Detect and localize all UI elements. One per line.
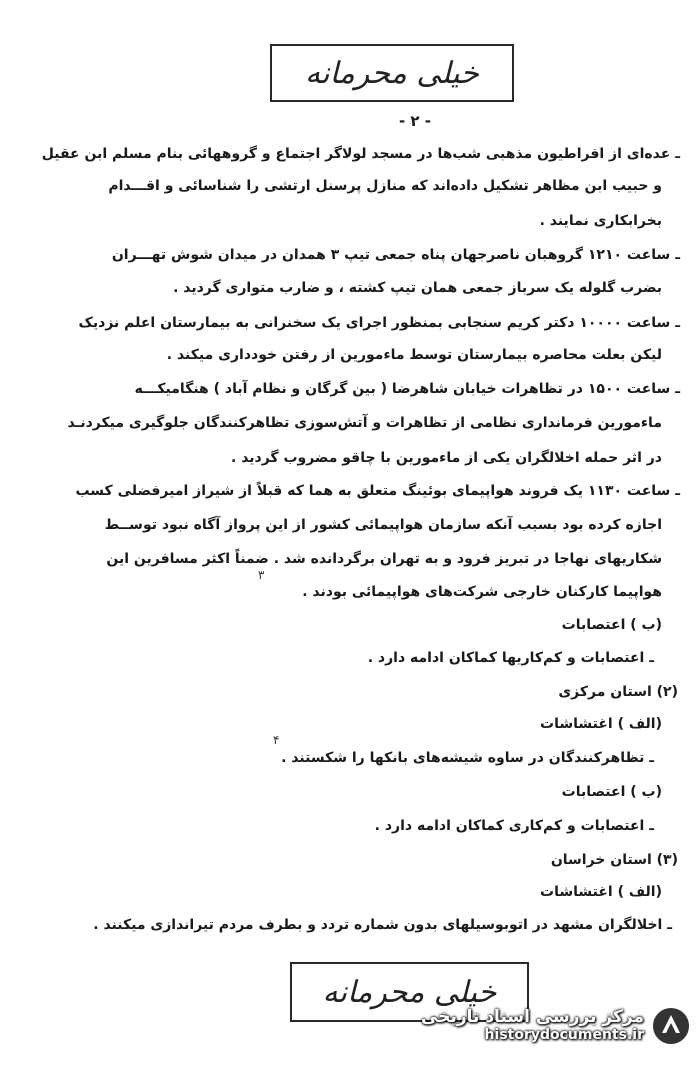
text-line-13: شکاریهای نهاجا در تبریز فرود و به تهران برگردانده شد . ضمناً اکثر مسافرین این (106, 551, 662, 567)
text-line-14: هواپیما کارکنان خارجی شرکت‌های هواپیمائی بودند . (302, 584, 662, 600)
text-line-7: لیکن بعلت محاصره بیمارستان توسط ماءمورین از رفتن خودداری میکند . (166, 347, 662, 363)
confidential-stamp-bottom: خیلی محرمانه (290, 962, 529, 1022)
text-line-2: و حبیب ابن مظاهر تشکیل داده‌اند که منازل پرسنل ارتشی را شناسائی و اقـــدام (108, 178, 662, 194)
text-line-strikes-1: ـ اعتصابات و کم‌کاریها کماکان ادامه دارد . (367, 650, 654, 666)
province-heading-markazi: (۲) استان مرکزی (558, 684, 678, 700)
text-line-6: ـ ساعت ۱۰۰۰۰ دکتر کریم سنجابی بمنظور اجرای یک سخنرانی به بیمارستان اعلم نزدیک (78, 315, 680, 331)
text-line-8: ـ ساعت ۱۵۰۰ در تظاهرات خیابان شاهرضا ( بین گرگان و نظام آباد ) هنگامیکـــه (134, 381, 680, 397)
text-line-3: بخرابکاری نمایند . (539, 213, 662, 229)
archive-watermark (421, 1007, 644, 1043)
confidential-stamp-top: خیلی محرمانه (270, 44, 514, 102)
page-number: - ۲ - (398, 112, 432, 130)
watermark-name: مرکز بررسی اسناد تاریخی (421, 1007, 644, 1027)
text-line-12: اجازه کرده بود بسبب آنکه سازمان هواپیمائی کشور از این پرواز آگاه نبود توســط (104, 517, 662, 533)
section-heading-strikes-2: (ب ) اعتصابات (561, 784, 662, 800)
archive-logo-icon (650, 1005, 692, 1047)
section-heading-unrest-2: (الف ) اغتشاشات (540, 716, 662, 732)
province-heading-khorasan: (۳) استان خراسان (550, 852, 678, 868)
text-line-5: بضرب گلوله یک سرباز جمعی همان تیپ کشته ، و ضارب متواری گردید . (173, 280, 662, 296)
text-line-11: ـ ساعت ۱۱۳۰ یک فروند هواپیمای بوئینگ متعلق به هما که قبلاً از شیراز امیرفضلی کسب (75, 483, 680, 499)
section-heading-unrest-3: (الف ) اغتشاشات (540, 884, 662, 900)
text-line-10: در اثر حمله اخلالگران یکی از ماءمورین با چاقو مضروب گردید . (231, 450, 662, 466)
margin-mark-4: ۴ (273, 733, 280, 747)
text-line-strikes-2: ـ اعتصابات و کم‌کاری کماکان ادامه دارد . (374, 818, 654, 834)
text-line-4: ـ ساعت ۱۲۱۰ گروهبان ناصرجهان پناه جمعی تیپ ۳ همدان در میدان شوش تهـــران (111, 247, 680, 263)
section-heading-strikes-1: (ب ) اعتصابات (561, 617, 662, 633)
text-line-unrest-2: ـ تظاهرکنندگان در ساوه شیشه‌های بانکها را شکستند . (281, 750, 654, 766)
text-line-unrest-3: ـ اخلالگران مشهد در اتوبوسیلهای بدون شماره تردد و بطرف مردم تیراندازی میکنند . (93, 917, 672, 933)
text-line-9: ماءمورین فرمانداری نظامی از تظاهرات و آتش‌سوزی تظاهرکنندگان جلوگیری میکردنـد (67, 415, 662, 431)
margin-mark-3: ۳ (258, 568, 265, 582)
text-line-1: ـ عده‌ای از افراطیون مذهبی شب‌ها در مسجد لولاگر اجتماع و گروههائی بنام مسلم ابن عقیل (41, 146, 680, 162)
watermark-url: historydocuments.ir (484, 1027, 644, 1043)
